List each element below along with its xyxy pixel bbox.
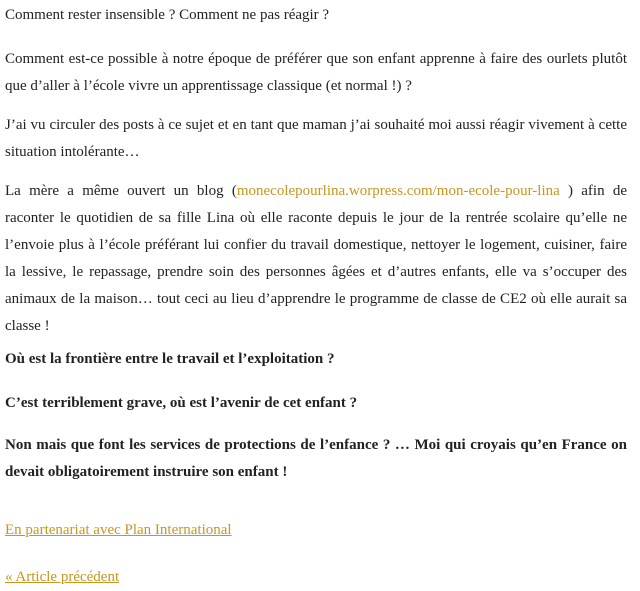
paragraph-reaction: J’ai vu circuler des posts à ce sujet et en tant que maman j’ai souhaité moi aussi réagir vivement à cette situation intolérante…: [5, 117, 627, 160]
previous-article-link[interactable]: « Article précédent: [5, 569, 120, 585]
paragraph-bold-future: C’est terriblement grave, où est l’avenir de cet enfant ?: [5, 395, 358, 411]
partner-link[interactable]: En partenariat avec Plan International: [5, 522, 232, 538]
paragraph-intro: Comment rester insensible ? Comment ne pas réagir ?: [5, 7, 330, 23]
paragraph-blog-text-after: ) afin de raconter le quotidien de sa fille Lina où elle raconte depuis le jour de la rentrée scolaire qu’elle ne l’envoie plus à l’école préférant lui confier du travail domestique, nettoyer le logement, cuisiner, faire la lessive, le repassage, prendre soin des personnes âgées et d’autres enfants, elle va s’occuper des animaux de la maison… tout ceci au lieu d’apprendre le programme de classe de CE2 où elle aurait sa classe !: [5, 183, 627, 334]
paragraph-blog: [5, 178, 627, 340]
paragraph-bold-frontier: Où est la frontière entre le travail et l’exploitation ?: [5, 351, 335, 367]
paragraph-blog-text-before: La mère a même ouvert un blog (: [5, 183, 237, 199]
blog-link[interactable]: monecolepourlina.worpress.com/mon-ecole-pour-lina: [236, 183, 560, 199]
paragraph-bold-protection: Non mais que font les services de protections de l’enfance ? … Moi qui croyais qu’en France on devait obligatoirement instruire son enfant !: [5, 437, 627, 480]
paragraph-question: Comment est-ce possible à notre époque de préférer que son enfant apprenne à faire des ourlets plutôt que d’aller à l’école vivre un apprentissage classique (et normal !) ?: [5, 51, 627, 94]
